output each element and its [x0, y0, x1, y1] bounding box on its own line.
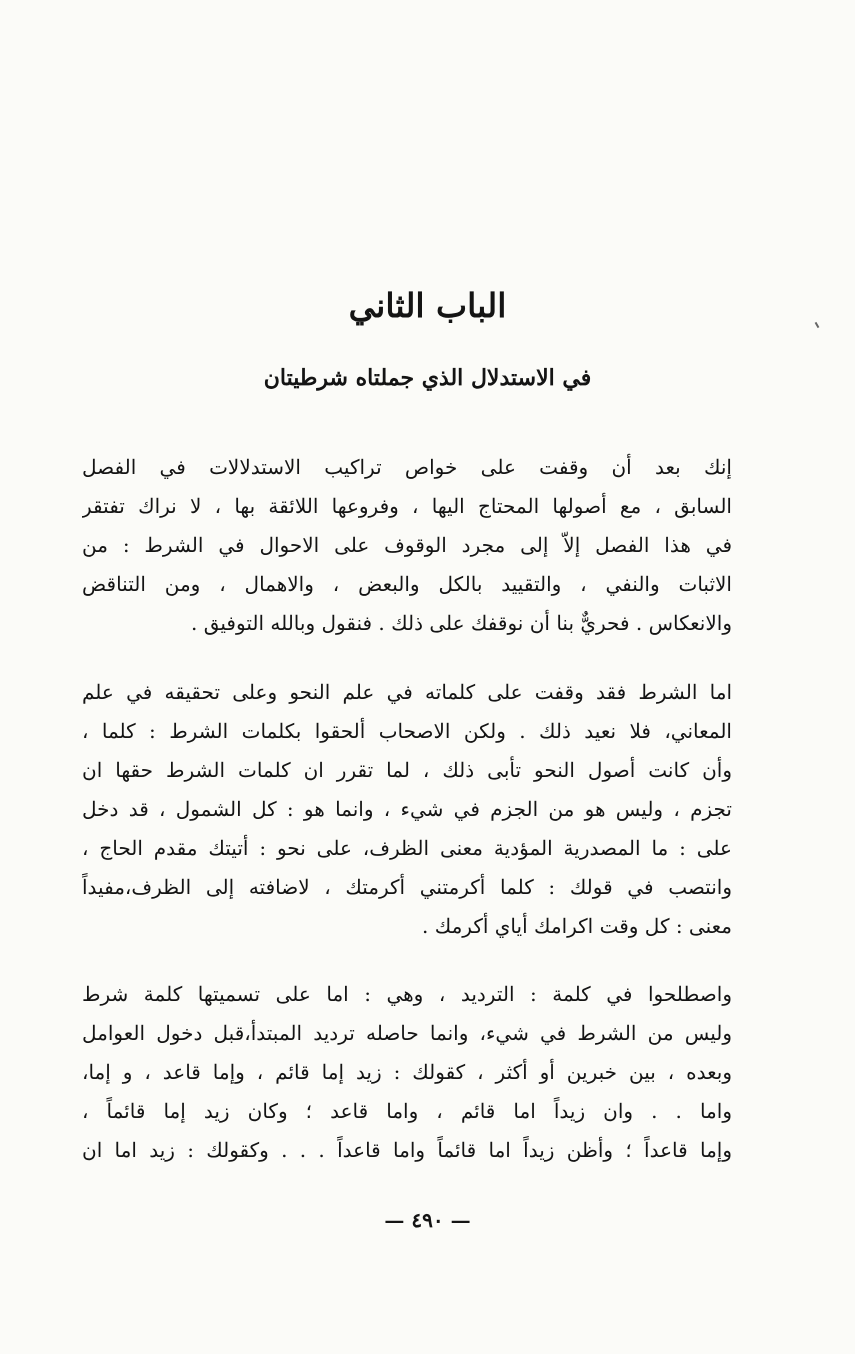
- text-line: المعاني، فلا نعيد ذلك . ولكن الاصحاب ألحقوا بكلمات الشرط : كلما ،: [82, 719, 732, 743]
- text-line: والانعكاس . فحريٌّ بنا أن نوقفك على ذلك . فنقول وبالله التوفيق .: [191, 611, 732, 635]
- chapter-subtitle: في الاستدلال الذي جملتاه شرطيتان: [263, 365, 592, 391]
- text-line: واما . . وان زيداً اما قائم ، واما قاعد ؛ وكان زيد إما قائماً ،: [82, 1099, 732, 1123]
- text-line: وليس من الشرط في شيء، وانما حاصله ترديد المبتدأ،قبل دخول العوامل: [82, 1021, 732, 1045]
- text-line: في هذا الفصل إلاّ إلى مجرد الوقوف على الاحوال في الشرط : من: [82, 533, 732, 557]
- paragraph-tardid: [82, 975, 732, 1170]
- text-line: معنى : كل وقت اكرامك أياي أكرمك .: [422, 914, 732, 938]
- text-line: على : ما المصدرية المؤدية معنى الظرف، على نحو : أتيتك مقدم الحاج ،: [82, 836, 732, 860]
- text-line: تجزم ، وليس هو من الجزم في شيء ، وانما هو : كل الشمول ، قد دخل: [82, 797, 732, 821]
- text-line: الاثبات والنفي ، والتقييد بالكل والبعض ، والاهمال ، ومن التناقض: [82, 572, 732, 596]
- text-line: السابق ، مع أصولها المحتاج اليها ، وفروعها اللائقة بها ، لا نراك تفتقر: [82, 494, 732, 518]
- paragraph-intro: [82, 448, 732, 643]
- paragraph-shart: [82, 673, 732, 946]
- text-line: واصطلحوا في كلمة : الترديد ، وهي : اما على تسميتها كلمة شرط: [82, 982, 732, 1006]
- chapter-title: الباب الثاني: [348, 286, 507, 325]
- text-line: وأن كانت أصول النحو تأبى ذلك ، لما تقرر ان كلمات الشرط حقها ان: [82, 758, 732, 782]
- text-line: وانتصب في قولك : كلما أكرمتني أكرمتك ، لاضافته إلى الظرف،مفيداً: [82, 875, 732, 899]
- page-number: — ٤٩٠ —: [384, 1208, 471, 1232]
- text-line: إنك بعد أن وقفت على خواص تراكيب الاستدلالات في الفصل: [82, 455, 732, 479]
- text-line: وبعده ، بين خبرين أو أكثر ، كقولك : زيد إما قائم ، وإما قاعد ، و إما،: [82, 1060, 732, 1084]
- text-line: اما الشرط فقد وقفت على كلماته في علم النحو وعلى تحقيقه في علم: [82, 680, 732, 704]
- text-line: وإما قاعداً ؛ وأظن زيداً اما قائماً واما قاعداً . . . وكقولك : زيد اما ان: [82, 1138, 732, 1162]
